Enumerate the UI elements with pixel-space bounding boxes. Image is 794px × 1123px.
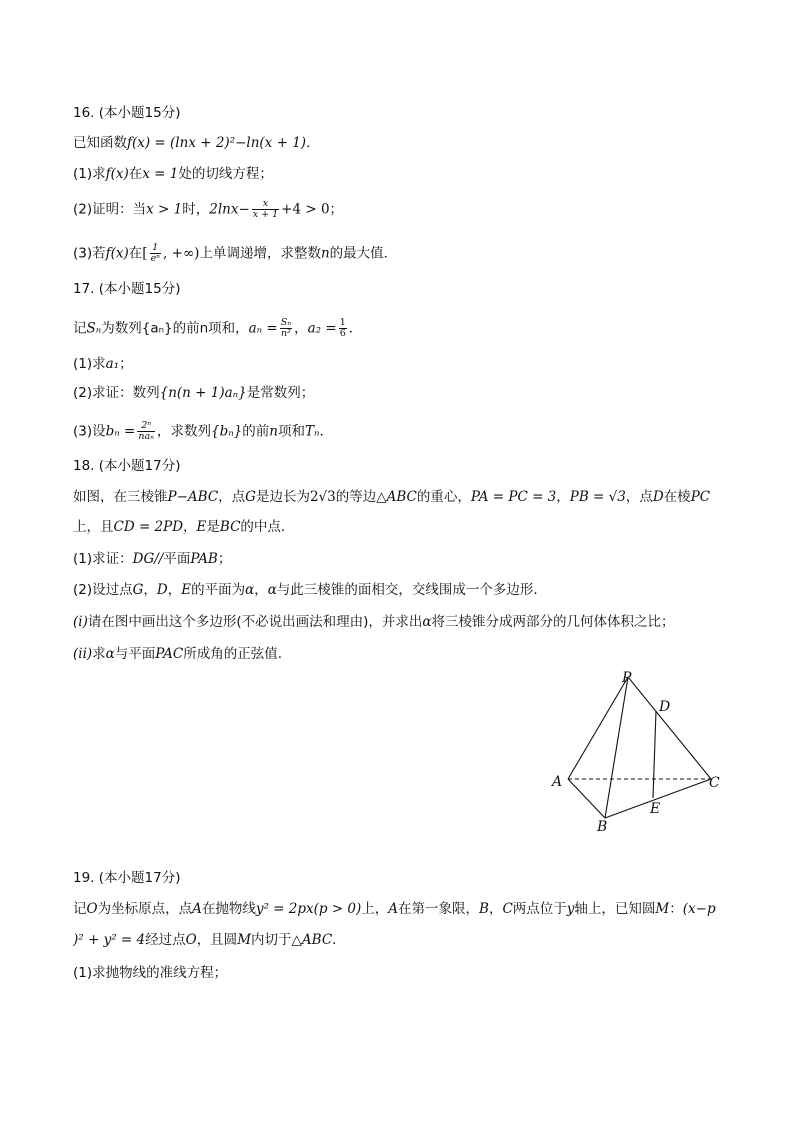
text: 轴上，已知圆 [574, 901, 656, 917]
numerator: x [252, 199, 279, 210]
text: 处的切线方程； [178, 166, 273, 182]
text: ， [143, 582, 157, 598]
math: [ [142, 245, 148, 262]
math: (x−p [682, 901, 716, 917]
math: , +∞) [163, 245, 200, 262]
problem-16-stem [73, 134, 320, 152]
text: 如图，在三棱锥 [73, 489, 168, 505]
math: PA = PC = 3 [470, 489, 557, 505]
text: ，求数列 [156, 423, 211, 440]
text: ； [119, 356, 133, 372]
math: E [196, 519, 207, 535]
math: n [320, 245, 330, 262]
text: 的重心， [416, 489, 471, 505]
problem-18-q2 [73, 581, 547, 599]
math: y [566, 901, 575, 917]
text: ， [183, 519, 197, 535]
math: P−ABC [167, 489, 219, 505]
text: 已知函数 [73, 135, 127, 151]
text: 的前 [242, 423, 270, 440]
math: 2√3 [309, 489, 336, 505]
text: 的最大值． [329, 245, 398, 262]
fraction [339, 318, 347, 339]
problem-16-q2 [73, 199, 343, 220]
text: ，点 [625, 489, 653, 505]
text: 两点位于 [512, 901, 567, 917]
math: M [237, 932, 252, 948]
math: (i) [73, 614, 88, 630]
denominator: n² [280, 328, 291, 339]
math: Sₙ [86, 320, 102, 337]
math: x = 1 [142, 166, 179, 182]
tetrahedron-figure [548, 668, 728, 838]
problem-18-stem-line1 [73, 488, 710, 506]
problem-17-header: 17. (本小题15分) [73, 281, 181, 297]
text: (2)设过点 [73, 582, 133, 598]
text: 的中点． [240, 519, 295, 535]
text: 为坐标原点，点 [97, 901, 193, 917]
denominator: naₙ [138, 431, 154, 442]
math: O [185, 932, 197, 948]
denominator: x + 1 [252, 209, 279, 220]
math: A [388, 901, 399, 917]
text: ， [254, 582, 268, 598]
math: PAB [190, 551, 218, 567]
math: 2lnx− [209, 201, 250, 218]
label-B: B [597, 819, 608, 835]
math: (ii) [73, 646, 93, 662]
math: △ABC [291, 932, 333, 948]
math: α [245, 582, 255, 598]
text: 内切于 [251, 932, 292, 948]
text: ， [167, 582, 182, 598]
label-C: C [709, 775, 720, 791]
problem-18-stem-line2 [73, 518, 294, 536]
text: (3)若 [73, 245, 106, 262]
text: 是 [206, 519, 220, 535]
math: △ABC [376, 489, 417, 505]
problem-18-qii [73, 645, 291, 663]
math: bₙ = [105, 423, 136, 440]
label-P: P [622, 670, 632, 686]
fraction [150, 243, 161, 264]
math: {n(n + 1)aₙ} [159, 385, 247, 401]
text: ． [319, 423, 333, 440]
denominator: 6 [339, 328, 346, 339]
text: 的平面为 [191, 582, 246, 598]
text: 在棱 [663, 489, 691, 505]
text: 所成角的正弦值． [183, 646, 292, 662]
math: f(x) [105, 245, 129, 262]
problem-17-q3 [73, 421, 333, 442]
text: ． [348, 320, 363, 337]
math: M [655, 901, 670, 917]
problem-16-header: 16. (本小题15分) [73, 105, 181, 121]
text: 上单调递增，求整数 [199, 245, 321, 262]
math: f(x) [105, 166, 129, 182]
text: 是常数列； [246, 385, 315, 401]
text: ； [217, 551, 232, 567]
segment-DE [653, 711, 656, 798]
text: 记 [73, 320, 87, 337]
label-D: D [659, 699, 671, 715]
edge-AB [568, 779, 605, 818]
math: a₂ = [307, 320, 337, 337]
text: 在 [128, 166, 143, 182]
problem-18-qi [73, 613, 675, 631]
math: +4 > 0； [281, 201, 344, 218]
math: α [267, 582, 277, 598]
numerator: 1 [339, 317, 346, 328]
math: y² = 2px(p > 0) [255, 901, 362, 917]
problem-19-stem-line1 [73, 900, 716, 918]
text: (1)求证： [73, 551, 133, 567]
text: ， [488, 901, 503, 917]
math: n [269, 423, 278, 440]
fraction [252, 199, 279, 220]
problem-19-q1: (1)求抛物线的准线方程； [73, 965, 228, 981]
math: G [245, 489, 256, 505]
text: 在第一象限， [398, 901, 480, 917]
numerator: 2ⁿ [137, 421, 155, 432]
math: A [192, 901, 202, 917]
fraction [137, 421, 155, 442]
math: G [132, 582, 144, 598]
edge-PA [568, 677, 628, 779]
text: ． [332, 932, 346, 948]
text: 上，且 [73, 519, 114, 535]
text: ， [556, 489, 570, 505]
problem-16-q3 [73, 243, 397, 264]
text: ： [669, 901, 683, 917]
text: 与此三棱锥的面相交，交线围成一个多边形． [276, 582, 547, 598]
label-A: A [552, 774, 563, 790]
math: DG// [132, 551, 164, 567]
text: 经过点 [145, 932, 186, 948]
text: 为数列{aₙ}的前n项和， [101, 320, 249, 337]
text: (2)求证：数列 [73, 385, 160, 401]
text: 记 [73, 901, 87, 917]
math: O [86, 901, 98, 917]
text: ， [294, 320, 308, 337]
problem-16-q1 [73, 165, 273, 183]
math: C [502, 901, 513, 917]
math: a₁ [105, 356, 120, 372]
text: 将三棱锥分成两部分的几何体体积之比； [431, 614, 675, 630]
problem-17-q1 [73, 355, 133, 373]
problem-17-q2 [73, 384, 314, 402]
text: 请在图中画出这个多边形(不必说出画法和理由)，并求出 [87, 614, 423, 630]
text: 是边长为 [255, 489, 310, 505]
text: 与平面 [114, 646, 156, 662]
problem-19-stem-line2 [73, 931, 346, 949]
text: 项和 [277, 423, 305, 440]
numerator: Sₙ [280, 317, 292, 328]
text: 在 [128, 245, 143, 262]
denominator: eⁿ [150, 253, 161, 264]
label-E: E [650, 801, 661, 817]
fraction [280, 318, 292, 339]
problem-19-header: 19. (本小题17分) [73, 870, 181, 886]
math: α [105, 646, 115, 662]
numerator: 1 [150, 243, 161, 254]
text: (1)求 [73, 166, 106, 182]
math: )² + y² = 4 [73, 932, 146, 948]
math: D [156, 582, 168, 598]
problem-17-stem [73, 318, 362, 339]
text: 的等边 [335, 489, 377, 505]
text: 求 [92, 646, 106, 662]
math: x > 1 [146, 201, 183, 218]
math: Tₙ [304, 423, 320, 440]
text: (2)证明：当 [73, 201, 147, 218]
text: 在抛物线 [201, 901, 256, 917]
text: (3)设 [73, 423, 106, 440]
math: PC [690, 489, 711, 505]
math: α [422, 614, 432, 630]
math: PAC [155, 646, 184, 662]
math: CD = 2PD [113, 519, 184, 535]
math: B [479, 901, 489, 917]
text: 时， [182, 201, 210, 218]
text: ，且圆 [196, 932, 238, 948]
math: BC [219, 519, 241, 535]
math: {bₙ} [210, 423, 243, 440]
text: ，点 [218, 489, 246, 505]
problem-18-q1 [73, 550, 231, 568]
text: 平面 [163, 551, 191, 567]
edge-PB [605, 677, 628, 818]
math: D [652, 489, 664, 505]
edge-PC [628, 677, 711, 779]
problem-18-header: 18. (本小题17分) [73, 458, 181, 474]
text: 上， [361, 901, 389, 917]
math: aₙ = [248, 320, 278, 337]
text: (1)求 [73, 356, 106, 372]
math: PB = √3 [569, 489, 626, 505]
math: E [181, 582, 192, 598]
function-expression: f(x) = (lnx + 2)²−ln(x + 1)． [127, 135, 320, 151]
